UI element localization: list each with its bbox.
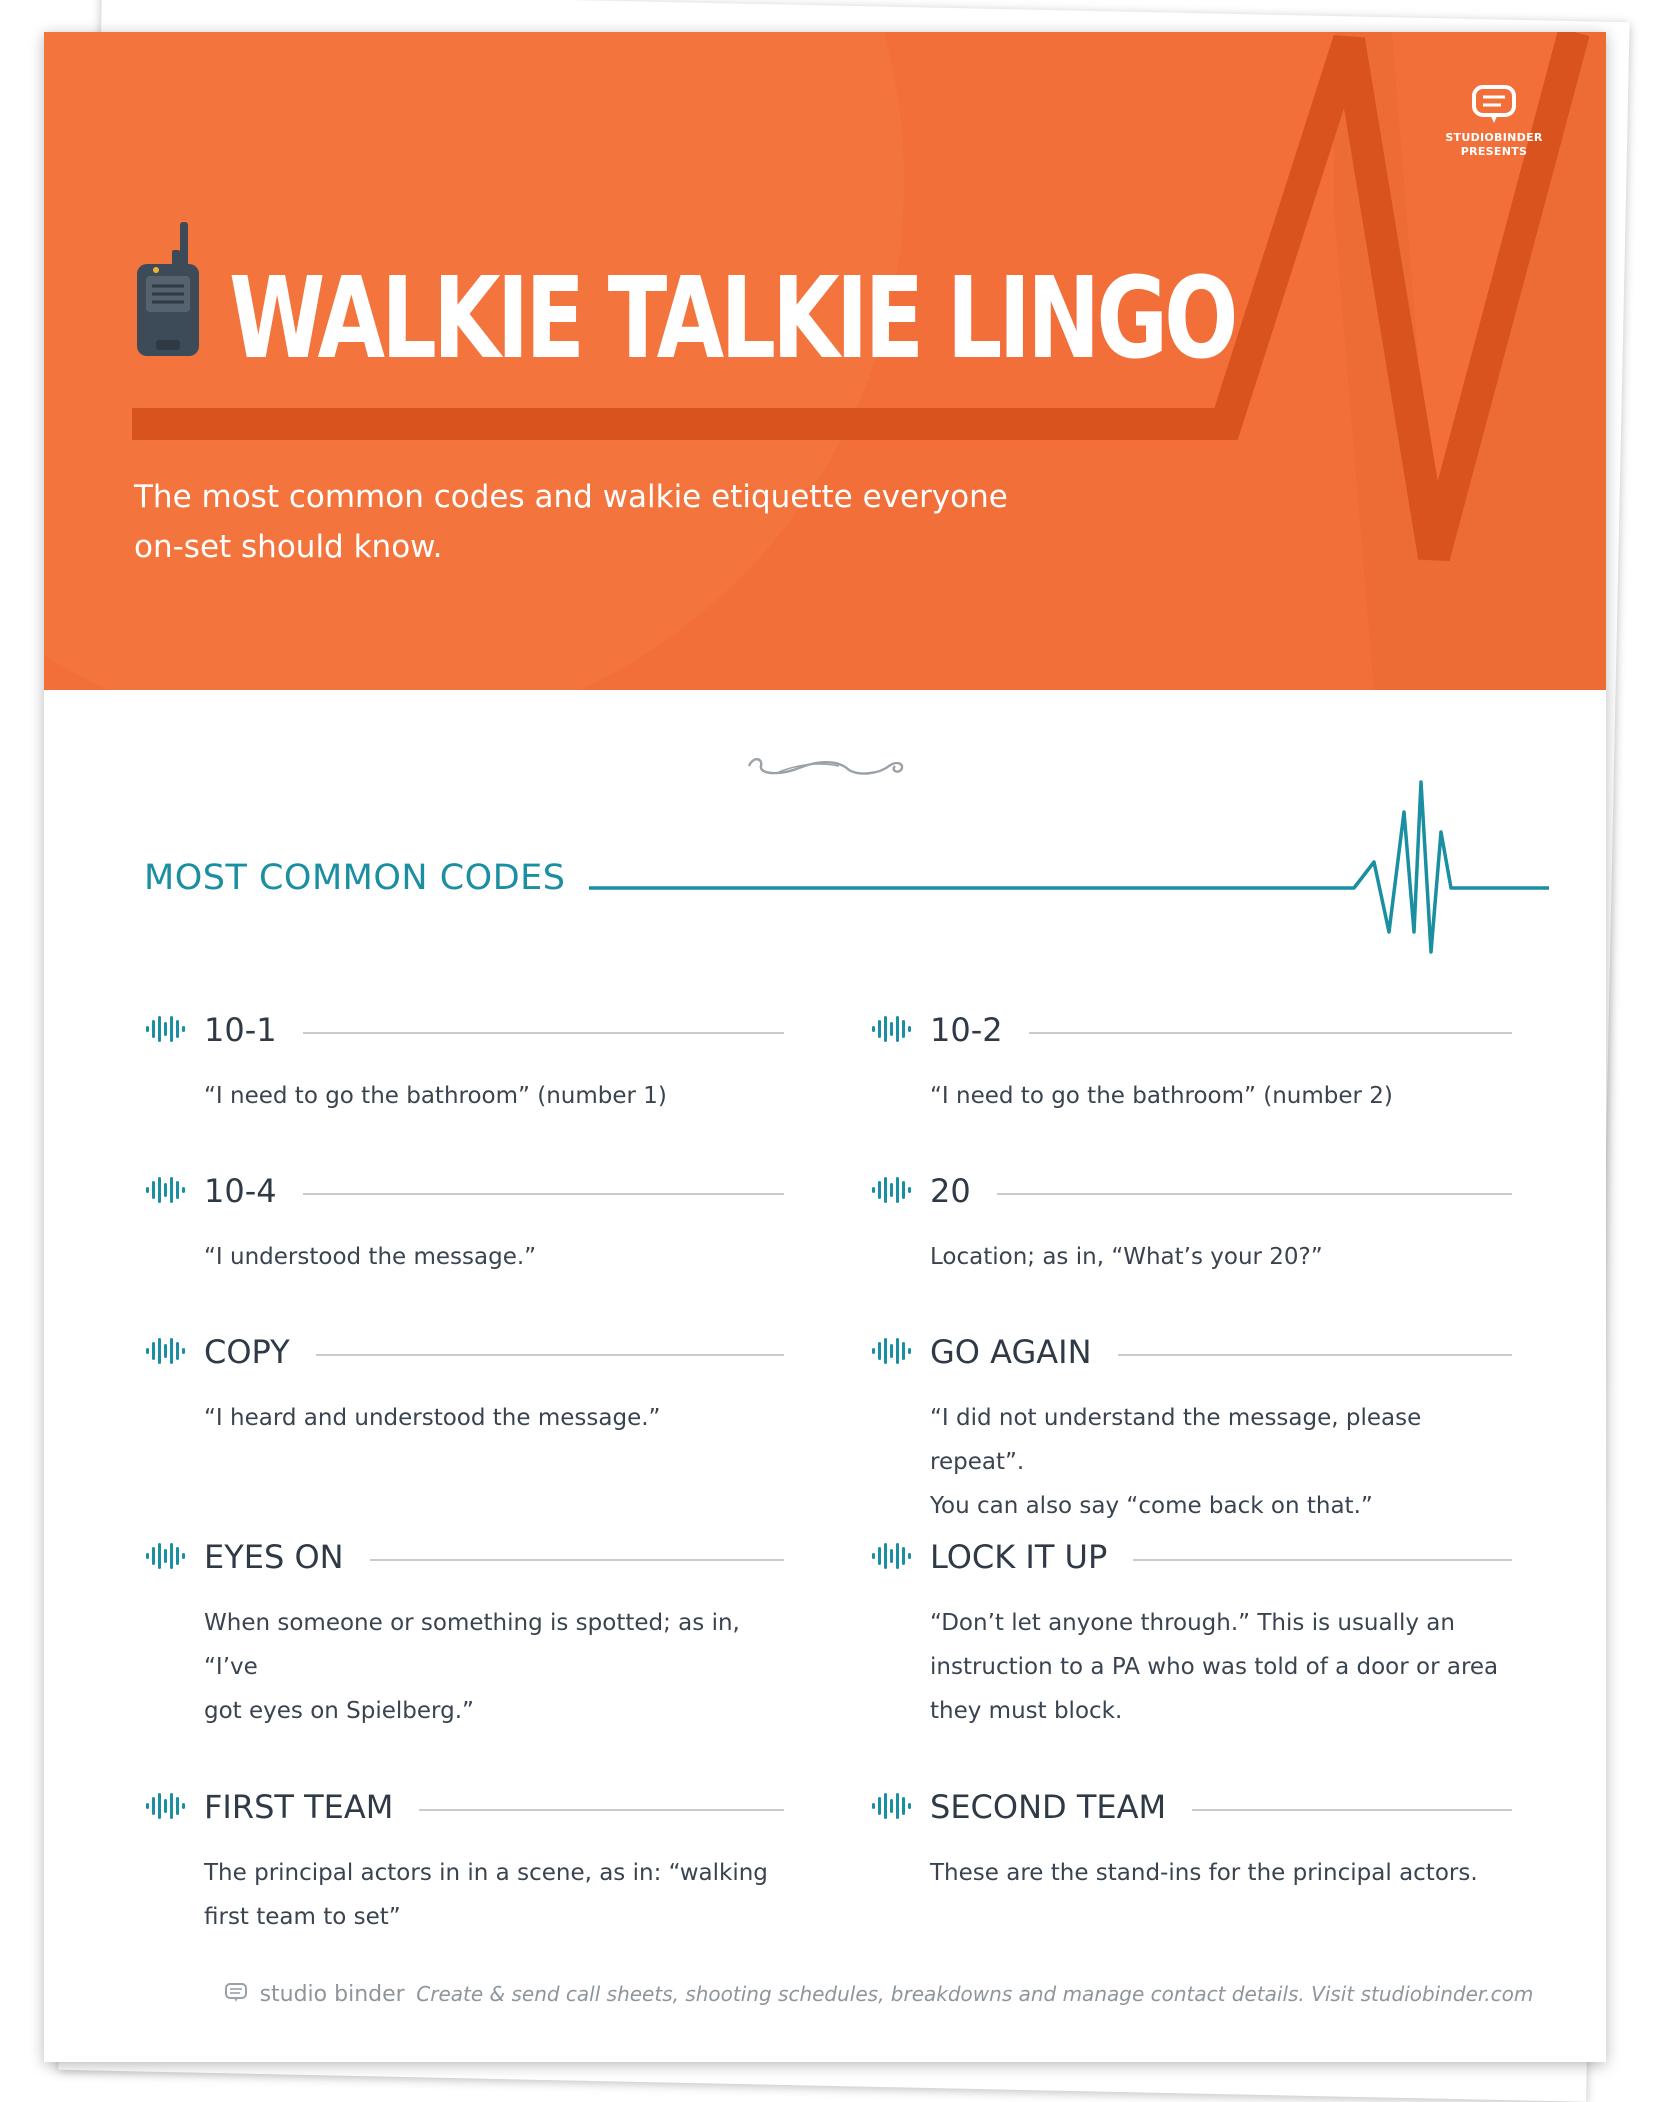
code-item: [144, 1169, 784, 1279]
code-description-line: they must block.: [930, 1698, 1123, 1724]
code-name: FIRST TEAM: [204, 1785, 419, 1829]
code-name: GO AGAIN: [930, 1330, 1118, 1374]
page-title: WALKIE TALKIE LINGO: [229, 254, 1235, 384]
code-description-line: “I heard and understood the message.”: [204, 1405, 661, 1431]
code-description-line: first team to set”: [204, 1904, 401, 1930]
code-item: [144, 1008, 784, 1118]
audio-wave-icon: [870, 1541, 912, 1571]
code-description-line: The principal actors in in a scene, as in: “walking: [204, 1860, 768, 1886]
code-description: [204, 1601, 784, 1733]
code-description: [204, 1235, 784, 1279]
code-heading-row: [144, 1330, 784, 1374]
code-description-line: got eyes on Spielberg.”: [204, 1698, 474, 1724]
document-page: [44, 32, 1606, 2062]
code-description: [204, 1851, 784, 1939]
code-name: 20: [930, 1169, 997, 1213]
code-heading-row: [144, 1535, 784, 1579]
section-title: MOST COMMON CODES: [144, 858, 566, 898]
audio-wave-icon: [870, 1175, 912, 1205]
logo-text-line2: PRESENTS: [1460, 145, 1528, 158]
code-heading-row: [870, 1785, 1512, 1829]
code-heading-row: [870, 1330, 1512, 1374]
code-name: LOCK IT UP: [930, 1535, 1133, 1579]
code-item: [870, 1169, 1512, 1279]
code-name: COPY: [204, 1330, 316, 1374]
code-heading-row: [870, 1169, 1512, 1213]
code-description-line: “I need to go the bathroom” (number 1): [204, 1083, 667, 1109]
code-description-line: These are the stand-ins for the principal actors.: [930, 1860, 1478, 1886]
code-item: [144, 1785, 784, 1939]
code-heading-row: [144, 1785, 784, 1829]
audio-wave-icon: [144, 1175, 186, 1205]
code-description-line: instruction to a PA who was told of a door or area: [930, 1654, 1499, 1680]
code-description-line: You can also say “come back on that.”: [930, 1493, 1373, 1519]
code-description: [930, 1235, 1512, 1279]
audio-wave-icon: [144, 1014, 186, 1044]
code-item: [870, 1330, 1512, 1528]
code-item: [144, 1535, 784, 1733]
studiobinder-logo: [1445, 84, 1543, 159]
code-description: [930, 1851, 1512, 1895]
code-heading-row: [870, 1535, 1512, 1579]
code-description: [930, 1396, 1512, 1528]
code-heading-row: [870, 1008, 1512, 1052]
subtitle-line-1: The most common codes and walkie etiquette everyone: [134, 479, 1008, 515]
speech-bubble-icon: [1471, 84, 1517, 126]
audio-wave-icon: [870, 1336, 912, 1366]
heartbeat-line-icon: [589, 732, 1589, 1032]
code-name: 10-4: [204, 1169, 303, 1213]
code-item: [870, 1785, 1512, 1895]
code-description-line: “I understood the message.”: [204, 1244, 537, 1270]
code-name: SECOND TEAM: [930, 1785, 1192, 1829]
code-description: [204, 1396, 784, 1440]
header-banner: [44, 32, 1606, 690]
audio-wave-icon: [870, 1791, 912, 1821]
audio-wave-icon: [870, 1014, 912, 1044]
code-heading-row: [144, 1008, 784, 1052]
footer-brand: studio binder: [259, 1982, 405, 2007]
code-description: [204, 1074, 784, 1118]
code-item: [870, 1008, 1512, 1118]
code-description-line: Location; as in, “What’s your 20?”: [930, 1244, 1323, 1270]
code-description-line: “I need to go the bathroom” (number 2): [930, 1083, 1393, 1109]
code-description-line: “I did not understand the message, please repeat”.: [930, 1405, 1422, 1475]
walkie-talkie-icon: [134, 220, 204, 360]
page-subtitle: [134, 472, 1014, 572]
subtitle-line-2: on-set should know.: [134, 529, 443, 565]
code-name: EYES ON: [204, 1535, 370, 1579]
logo-text-line1: STUDIOBINDER: [1445, 131, 1543, 144]
code-item: [870, 1535, 1512, 1733]
code-description-line: When someone or something is spotted; as in, “I’ve: [204, 1610, 740, 1680]
audio-wave-icon: [144, 1791, 186, 1821]
audio-wave-icon: [144, 1541, 186, 1571]
code-description: [930, 1074, 1512, 1118]
code-item: [144, 1330, 784, 1440]
footer-tagline: Create & send call sheets, shooting schedules, breakdowns and manage contact details. Visit studiobinder.com: [416, 1982, 1534, 2006]
code-description-line: “Don’t let anyone through.” This is usually an: [930, 1610, 1455, 1636]
audio-wave-icon: [144, 1336, 186, 1366]
code-name: 10-2: [930, 1008, 1029, 1052]
code-name: 10-1: [204, 1008, 303, 1052]
footer: [224, 1982, 1534, 2007]
code-divider-line: [930, 1193, 1512, 1195]
code-description: [930, 1601, 1512, 1733]
code-heading-row: [144, 1169, 784, 1213]
studiobinder-footer-icon: [224, 1982, 248, 2004]
